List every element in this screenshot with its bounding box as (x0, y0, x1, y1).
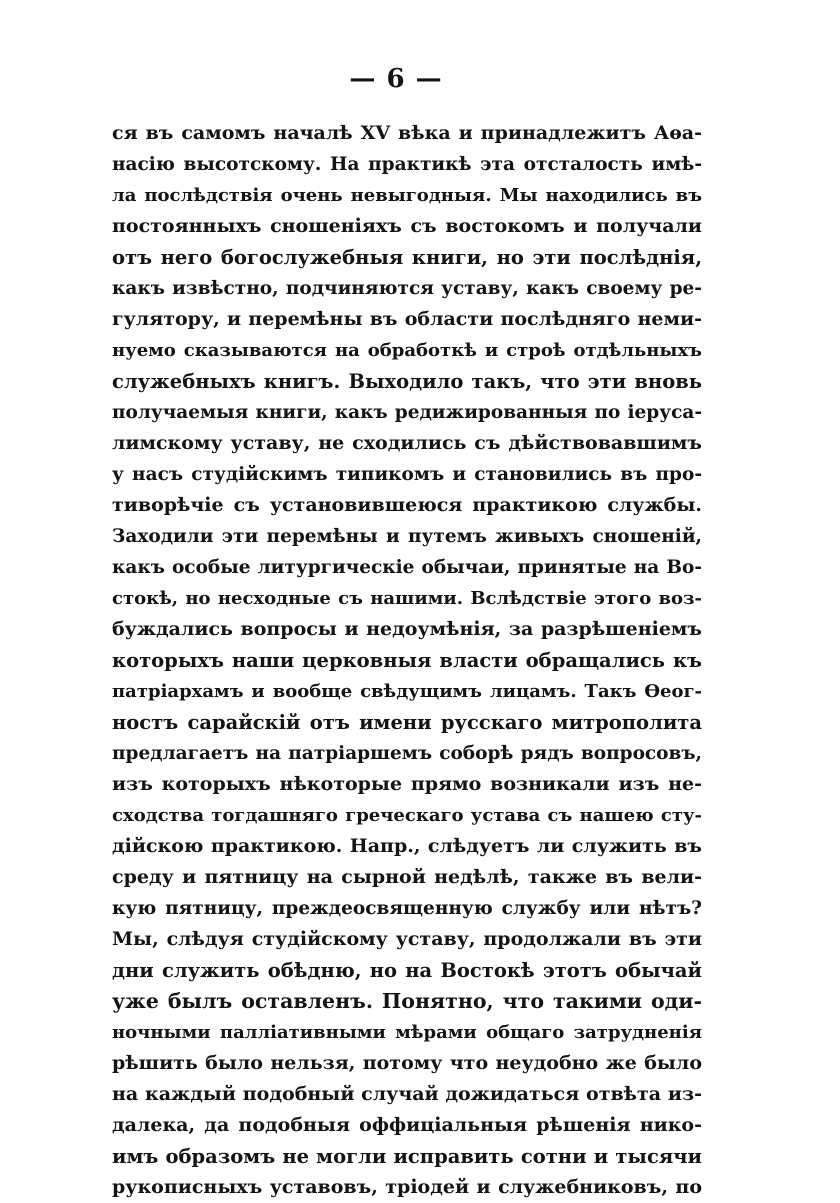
text-line: дни служить обѣдню, но на Востокѣ этотъ обычай (112, 959, 702, 982)
body-text (112, 118, 702, 1203)
text-line: какъ особые литургическіе обычаи, принятые на Во- (112, 557, 702, 578)
text-line: служебныхъ книгъ. Выходило такъ, что эти вновь (112, 370, 702, 393)
text-line: ночными палліативными мѣрами общаго затрудненія (112, 1022, 702, 1043)
text-line: кую пятницу, преждеосвященную службу или нѣтъ? (112, 898, 702, 919)
text-line: изъ которыхъ нѣкоторые прямо возникали изъ не- (112, 773, 702, 795)
text-line: далека, да подобныя оффиціальныя рѣшенія нико- (112, 1114, 702, 1136)
text-line: гулятору, и перемѣны въ области послѣдняго неми- (112, 308, 702, 330)
text-line: тиворѣчіе съ установившеюся практикою службы. (112, 494, 702, 516)
text-line: сходства тогдашняго греческаго устава съ нашею сту- (112, 805, 702, 826)
text-line: ностъ сарайскій отъ имени русскаго митрополита (112, 711, 702, 734)
text-line: стокѣ, но несходные съ нашими. Вслѣдствіе этого воз- (112, 588, 702, 609)
text-line: патріархамъ и вообще свѣдущимъ лицамъ. Такъ Ѳеог- (112, 681, 702, 702)
text-line: постоянныхъ сношеніяхъ съ востокомъ и получали (112, 215, 702, 237)
text-line: дійскою практикою. Напр., слѣдуетъ ли служить въ (112, 835, 702, 857)
text-line: нуемо сказываются на обработкѣ и строѣ отдѣльныхъ (112, 340, 702, 361)
text-line: буждались вопросы и недоумѣнія, за разрѣшеніемъ (112, 618, 702, 640)
text-line: которыхъ наши церковныя власти обращались къ (112, 649, 702, 672)
text-line: на каждый подобный случай дожидаться отвѣта из- (112, 1083, 702, 1105)
text-line: у насъ студійскимъ типикомъ и становились въ про- (112, 464, 702, 485)
text-line: среду и пятницу на сырной недѣлѣ, также въ вели- (112, 866, 702, 888)
text-line: лимскому уставу, не сходились съ дѣйствовавшимъ (112, 432, 702, 454)
text-line: рукописныхъ уставовъ, тріодей и служебниковъ, по (112, 1176, 702, 1198)
text-line: Мы, слѣдуя студійскому уставу, продолжали въ эти (112, 928, 702, 950)
text-line: имъ образомъ не могли исправить сотни и тысячи (112, 1145, 702, 1168)
text-line: уже былъ оставленъ. Понятно, что такими оди- (112, 989, 702, 1013)
text-line: Заходили эти перемѣны и путемъ живыхъ сношеній, (112, 526, 702, 547)
page-number: — 6 — (349, 64, 443, 94)
text-line: какъ извѣстно, подчиняются уставу, какъ своему ре- (112, 278, 702, 299)
text-line: насію высотскому. На практикѣ эта отсталость имѣ- (112, 154, 702, 175)
text-line: получаемыя книги, какъ редижированныя по іеруса- (112, 402, 702, 423)
text-line: отъ него богослужебныя книги, но эти послѣднія, (112, 246, 702, 269)
text-line: ла послѣдствія очень невыгодныя. Мы находились въ (112, 185, 702, 206)
text-line: предлагаетъ на патріаршемъ соборѣ рядъ вопросовъ, (112, 743, 702, 764)
text-line: рѣшить было нельзя, потому что неудобно же было (112, 1052, 702, 1074)
text-line: ся въ самомъ началѣ XV вѣка и принадлежитъ Аѳа- (112, 122, 702, 144)
